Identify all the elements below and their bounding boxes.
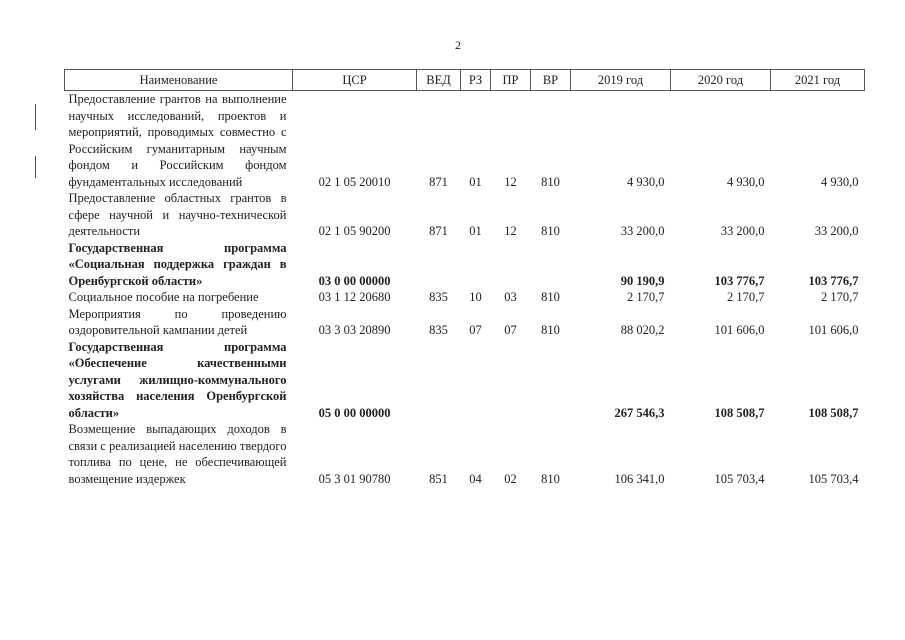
cell-vr xyxy=(531,240,571,290)
cell-ved: 871 xyxy=(429,224,448,238)
cell-2021: 105 703,4 xyxy=(808,471,859,486)
cell-csr: 05 0 00 00000 xyxy=(318,405,391,420)
cell-vr: 810 xyxy=(541,290,560,304)
cell-rz: 04 xyxy=(469,471,482,486)
cell-ved: 871 xyxy=(429,174,448,189)
cell-csr: 05 3 01 90780 xyxy=(318,471,391,486)
cell-pr: 03 xyxy=(504,290,517,304)
cell-ved xyxy=(417,240,461,290)
cell-csr: 02 1 05 90200 xyxy=(318,224,391,238)
cell-pr xyxy=(491,240,531,290)
cell-pr: 07 xyxy=(504,323,517,337)
cell-csr: 03 3 03 20890 xyxy=(318,323,391,337)
table-row xyxy=(65,289,865,306)
cell-2019: 88 020,2 xyxy=(620,323,665,337)
cell-rz: 01 xyxy=(469,174,482,189)
cell-2021: 101 606,0 xyxy=(808,323,859,337)
cell-pr xyxy=(491,339,531,422)
cell-2019: 33 200,0 xyxy=(620,224,665,238)
cell-csr: 03 1 12 20680 xyxy=(318,290,391,304)
margin-mark xyxy=(35,104,36,130)
col-header-pr: ПР xyxy=(491,70,531,91)
cell-name: Мероприятия по проведению оздоровительной кампании детей xyxy=(68,306,287,337)
cell-2020: 2 170,7 xyxy=(727,290,765,304)
col-header-rz: РЗ xyxy=(461,70,491,91)
cell-2021: 108 508,7 xyxy=(808,405,859,420)
col-header-2021: 2021 год xyxy=(771,70,865,91)
cell-ved: 851 xyxy=(429,471,448,486)
cell-vr: 810 xyxy=(541,174,560,189)
cell-2020: 103 776,7 xyxy=(714,273,765,288)
col-header-name: Наименование xyxy=(65,70,293,91)
cell-pr: 12 xyxy=(504,174,517,189)
cell-pr: 12 xyxy=(504,224,517,238)
cell-name: Предоставление областных грантов в сфере научной и научно-технической деятельности xyxy=(68,191,287,238)
cell-csr: 03 0 00 00000 xyxy=(318,273,391,288)
col-header-2019: 2019 год xyxy=(571,70,671,91)
cell-name: Государственная программа «Социальная поддержка граждан в Оренбургской области» xyxy=(68,240,287,288)
cell-rz: 07 xyxy=(469,323,482,337)
cell-rz xyxy=(461,240,491,290)
cell-2021: 4 930,0 xyxy=(821,174,859,189)
cell-name: Предоставление грантов на выполнение научных исследований, проектов и мероприятий, проводимых совместно с Российским гуманитарным научным фондом и Российским фондом фундаментальных исследований xyxy=(68,92,287,189)
budget-table xyxy=(64,69,865,487)
col-header-vr: ВР xyxy=(531,70,571,91)
cell-vr: 810 xyxy=(541,471,560,486)
cell-2019: 90 190,9 xyxy=(620,273,665,288)
table-header xyxy=(65,70,865,91)
table-row xyxy=(65,91,865,191)
col-header-csr: ЦСР xyxy=(293,70,417,91)
cell-2020: 101 606,0 xyxy=(714,323,765,337)
col-header-ved: ВЕД xyxy=(417,70,461,91)
page-number: 2 xyxy=(455,38,461,52)
cell-rz: 10 xyxy=(469,290,482,304)
cell-2020: 105 703,4 xyxy=(714,471,765,486)
table-row xyxy=(65,306,865,339)
cell-rz xyxy=(461,339,491,422)
cell-2020: 33 200,0 xyxy=(720,224,765,238)
cell-ved: 835 xyxy=(429,290,448,304)
cell-2021: 2 170,7 xyxy=(821,290,859,304)
cell-name: Возмещение выпадающих доходов в связи с реализацией населению твердого топлива по цене, не обеспечивающей возмещение издержек xyxy=(68,422,287,486)
cell-2019: 4 930,0 xyxy=(627,174,665,189)
cell-rz: 01 xyxy=(469,224,482,238)
cell-2020: 108 508,7 xyxy=(714,405,765,420)
cell-pr: 02 xyxy=(504,471,517,486)
table-row xyxy=(65,240,865,290)
table-row xyxy=(65,421,865,487)
cell-csr: 02 1 05 20010 xyxy=(318,174,391,189)
margin-mark xyxy=(35,156,36,178)
cell-2019: 2 170,7 xyxy=(627,290,665,304)
table-row xyxy=(65,339,865,422)
cell-2019: 106 341,0 xyxy=(614,471,665,486)
cell-2021: 33 200,0 xyxy=(814,224,859,238)
cell-2019: 267 546,3 xyxy=(614,405,665,420)
cell-ved xyxy=(417,339,461,422)
cell-2021: 103 776,7 xyxy=(808,273,859,288)
col-header-2020: 2020 год xyxy=(671,70,771,91)
cell-name: Социальное пособие на погребение xyxy=(68,290,259,304)
cell-2020: 4 930,0 xyxy=(727,174,765,189)
cell-name: Государственная программа «Обеспечение качественными услугами жилищно-коммунального хозяйства населения Оренбургской области» xyxy=(68,339,287,420)
cell-vr: 810 xyxy=(541,224,560,238)
cell-vr: 810 xyxy=(541,323,560,337)
table-row xyxy=(65,190,865,240)
cell-vr xyxy=(531,339,571,422)
cell-ved: 835 xyxy=(429,323,448,337)
